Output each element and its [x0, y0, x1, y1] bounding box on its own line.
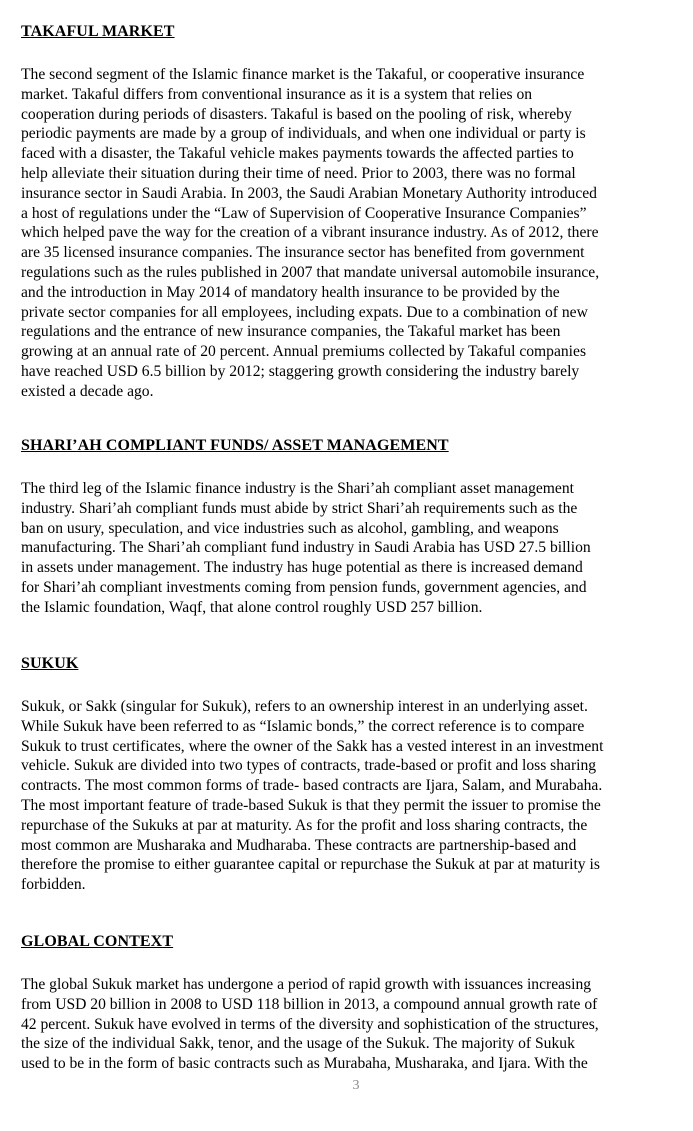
text-line: contracts. The most common forms of trade- based contracts are Ijara, Salam, and Murabaha. — [21, 777, 603, 795]
text-line: have reached USD 6.5 billion by 2012; staggering growth considering the industry barely — [21, 362, 580, 380]
text-line: used to be in the form of basic contracts such as Murabaha, Musharaka, and Ijara. With the — [21, 1055, 588, 1073]
text-line: which helped pave the way for the creation of a vibrant insurance industry. As of 2012, there — [21, 224, 599, 242]
text-line: the size of the individual Sakk, tenor, and the usage of the Sukuk. The majority of Sukuk — [21, 1035, 575, 1053]
paragraph-takaful-market — [21, 65, 599, 402]
text-line: market. Takaful differs from conventional insurance as it is a system that relies on — [21, 85, 533, 103]
text-line: help alleviate their situation during their time of need. Prior to 2003, there was no formal — [21, 164, 576, 182]
text-line: for Shari’ah compliant investments coming from pension funds, government agencies, and — [21, 578, 587, 596]
text-line: forbidden. — [21, 876, 86, 894]
text-line: ban on usury, speculation, and vice industries such as alcohol, gambling, and weapons — [21, 519, 559, 537]
text-line: 42 percent. Sukuk have evolved in terms of the diversity and sophistication of the structures, — [21, 1015, 599, 1033]
text-line: therefore the promise to either guarantee capital or repurchase the Sukuk at par at maturity is — [21, 856, 600, 874]
text-line: Sukuk, or Sakk (singular for Sukuk), refers to an ownership interest in an underlying asset. — [21, 698, 588, 715]
text-line: and the introduction in May 2014 of mandatory health insurance to be provided by the — [21, 283, 560, 301]
section-heading-sukuk: SUKUK — [21, 655, 79, 672]
paragraph-sukuk — [21, 697, 603, 895]
text-line: most common are Musharaka and Mudharaba. These contracts are partnership-based and — [21, 836, 577, 854]
text-line: a host of regulations under the “Law of Supervision of Cooperative Insurance Companies” — [21, 204, 587, 222]
text-line: manufacturing. The Shari’ah compliant fund industry in Saudi Arabia has USD 27.5 billion — [21, 539, 591, 557]
section-heading-takaful-market: TAKAFUL MARKET — [21, 23, 175, 40]
text-line: from USD 20 billion in 2008 to USD 118 billion in 2013, a compound annual growth rate of — [21, 995, 598, 1013]
page-number: 3 — [352, 1078, 360, 1093]
text-line: cooperation during periods of disasters. Takaful is based on the pooling of risk, whereby — [21, 105, 572, 123]
text-line: in assets under management. The industry has huge potential as there is increased demand — [21, 559, 583, 577]
text-line: Sukuk to trust certificates, where the owner of the Sakk has a vested interest in an investment — [21, 737, 604, 755]
text-line: are 35 licensed insurance companies. The insurance sector has benefited from government — [21, 244, 585, 262]
text-line: vehicle. Sukuk are divided into two types of contracts, trade-based or profit and loss sharing — [21, 757, 597, 775]
text-line: repurchase of the Sukuks at par at maturity. As for the profit and loss sharing contracts, the — [21, 816, 588, 834]
section-heading-global-context: GLOBAL CONTEXT — [21, 933, 174, 950]
text-line: The third leg of the Islamic finance industry is the Shari’ah compliant asset management — [21, 480, 574, 497]
text-line: The global Sukuk market has undergone a period of rapid growth with issuances increasing — [21, 976, 592, 993]
text-line: insurance sector in Saudi Arabia. In 2003, the Saudi Arabian Monetary Authority introduced — [21, 184, 597, 202]
section-heading-shariah-compliant-funds: SHARI’AH COMPLIANT FUNDS/ ASSET MANAGEMENT — [21, 437, 449, 454]
text-line: existed a decade ago. — [21, 382, 154, 400]
text-line: the Islamic foundation, Waqf, that alone control roughly USD 257 billion. — [21, 598, 483, 616]
text-line: While Sukuk have been referred to as “Islamic bonds,” the correct reference is to compare — [21, 717, 585, 735]
text-line: periodic payments are made by a group of individuals, and when one individual or party is — [21, 125, 586, 143]
paragraph-global-context — [21, 975, 599, 1074]
text-line: growing at an annual rate of 20 percent. Annual premiums collected by Takaful companies — [21, 343, 587, 361]
text-line: private sector companies for all employees, including expats. Due to a combination of new — [21, 303, 588, 321]
text-line: industry. Shari’ah compliant funds must abide by strict Shari’ah requirements such as the — [21, 499, 578, 517]
text-line: The second segment of the Islamic finance market is the Takaful, or cooperative insurance — [21, 66, 585, 83]
text-line: regulations such as the rules published in 2007 that mandate universal automobile insurance, — [21, 263, 600, 281]
text-line: regulations and the entrance of new insurance companies, the Takaful market has been — [21, 323, 561, 341]
text-line: The most important feature of trade-based Sukuk is that they permit the issuer to promise the — [21, 796, 601, 814]
text-line: faced with a disaster, the Takaful vehicle makes payments towards the affected parties to — [21, 145, 574, 163]
paragraph-shariah-compliant-funds — [21, 479, 591, 618]
